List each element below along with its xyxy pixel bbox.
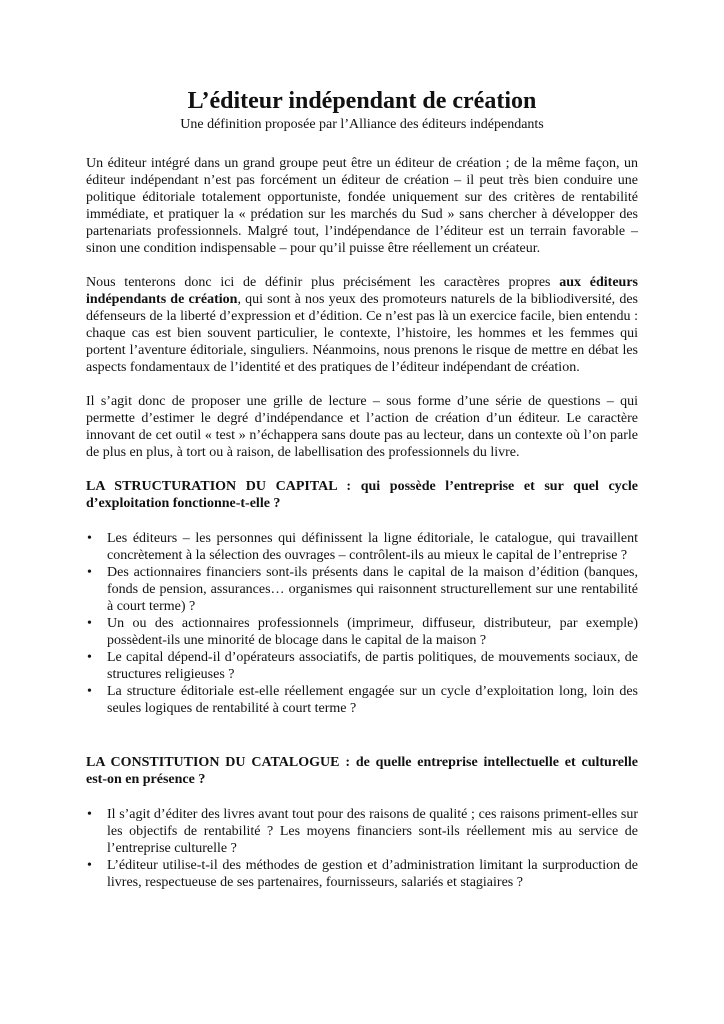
intro-paragraph: Un éditeur intégré dans un grand groupe peut être un éditeur de création ; de la même façon, un éditeur indépendant n’est pas forcément un éditeur de création – il peut très bien conduire une politique éditoriale totalement opportuniste, fondée uniquement sur des critères de rentabilité immédiate, et pratiquer la « prédation sur les marchés du Sud » sans chercher à développer des partenariats professionnels. Malgré tout, l’indépendance de l’éditeur est un terrain favorable – sinon une condition indispensable – pour qu’il puisse être réellement un créateur. — [86, 156, 638, 256]
list-item: • La structure éditoriale est-elle réellement engagée sur un cycle d’exploitation long, loin des seules logiques de rentabilité à court terme ? — [86, 683, 638, 717]
definition-bold-term: aux éditeurs indépendants de création — [86, 275, 638, 307]
page-title: L’éditeur indépendant de création — [187, 88, 537, 114]
section-heading-capital: LA STRUCTURATION DU CAPITAL : qui possède l’entreprise et sur quel cycle d’exploitation fonctionne-t-elle ? — [86, 479, 638, 511]
list-item: • Le capital dépend-il d’opérateurs associatifs, de partis politiques, de mouvements sociaux, de structures religieuses ? — [86, 649, 638, 683]
list-item: • Les éditeurs – les personnes qui définissent la ligne éditoriale, le catalogue, qui travaillent concrètement à la sélection des ouvrages – contrôlent-ils au mieux le capital de l’entreprise ? — [86, 530, 638, 564]
catalogue-question-list — [86, 806, 638, 891]
list-item: • L’éditeur utilise-t-il des méthodes de gestion et d’administration limitant la surproduction de livres, respectueuse de ses partenaires, fournisseurs, salariés et stagiaires ? — [86, 857, 638, 891]
list-item: • Un ou des actionnaires professionnels (imprimeur, diffuseur, distributeur, par exemple) possèdent-ils une minorité de blocage dans le capital de la maison ? — [86, 615, 638, 649]
section-heading-catalogue: LA CONSTITUTION DU CATALOGUE : de quelle entreprise intellectuelle et culturelle est-on en présence ? — [86, 755, 638, 787]
definition-text-before: Nous tenterons donc ici de définir plus précisément les caractères propres — [86, 275, 560, 290]
purpose-paragraph: Il s’agit donc de proposer une grille de lecture – sous forme d’une série de questions – qui permette d’estimer le degré d’indépendance et l’action de création d’un éditeur. Le caractère innovant de cet outil « test » n’échappera sans doute pas au lecteur, dans un contexte où l’on parle de plus en plus, à tort ou à raison, de labellisation des professionnels du livre. — [86, 394, 638, 460]
list-item: • Des actionnaires financiers sont-ils présents dans le capital de la maison d’édition (banques, fonds de pension, assurances… organismes qui raisonnent structurellement sur une rentabilité à court terme) ? — [86, 564, 638, 615]
definition-paragraph — [86, 274, 638, 376]
list-item: • Il s’agit d’éditer des livres avant tout pour des raisons de qualité ; ces raisons priment-elles sur les objectifs de rentabilité ? Les moyens financiers sont-ils réellement mis au service de l’entreprise culturelle ? — [86, 806, 638, 857]
definition-text-after: , qui sont à nos yeux des promoteurs naturels de la bibliodiversité, des défenseurs de la liberté d’expression et d’édition. Ce n’est pas là un exercice facile, bien entendu : chaque cas est bien souvent particulier, le contexte, l’histoire, les hommes et les femmes qui portent l’aventure éditoriale, singuliers. Néanmoins, nous prenons le risque de mettre en débat les aspects fondamentaux de l’identité et des pratiques de l’éditeur indépendant de création. — [86, 292, 638, 375]
capital-question-list — [86, 530, 638, 717]
page-subtitle: Une définition proposée par l’Alliance des éditeurs indépendants — [180, 117, 544, 132]
